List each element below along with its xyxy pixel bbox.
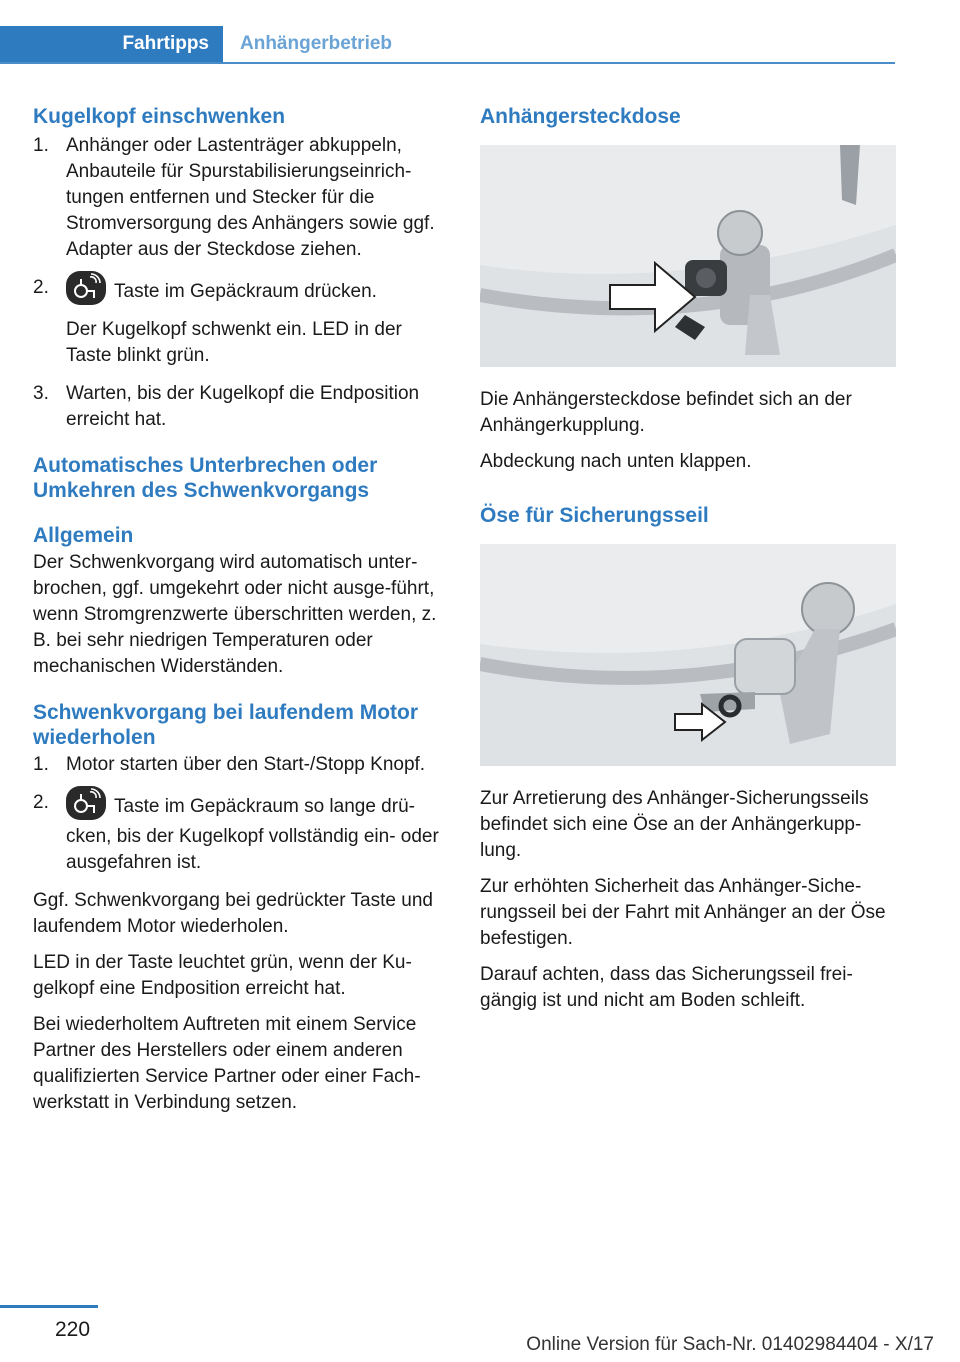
tab-fahrtipps[interactable]: Fahrtipps bbox=[0, 26, 223, 62]
paragraph-oese: Zur erhöhten Sicherheit das Anhänger-Siche-rungsseil bei der Fahrt mit Anhänger an der Öse befestigen. bbox=[480, 876, 886, 949]
list-item bbox=[33, 275, 451, 369]
heading-anhaengersteckdose: Anhängersteckdose bbox=[480, 105, 681, 128]
footer-note: Online Version für Sach-Nr. 01402984404 - X/17 bbox=[526, 1334, 934, 1355]
step-subtext: Der Kugelkopf schwenkt ein. LED in der Taste blinkt grün. bbox=[66, 319, 402, 366]
step-text: Taste im Gepäckraum so lange drü-cken, bis der Kugelkopf vollständig ein- oder ausgefahren ist. bbox=[66, 796, 439, 873]
step-text: Taste im Gepäckraum drücken. bbox=[114, 281, 377, 303]
heading-allgemein: Allgemein bbox=[33, 524, 134, 547]
paragraph-allgemein: Der Schwenkvorgang wird automatisch unter-brochen, ggf. umgekehrt oder nicht ausge-führt, wenn Stromgrenzwerte überschritten werden, z. B. bei sehr niedrigen Temperaturen oder mechanischen Widerständen. bbox=[33, 552, 437, 677]
heading-schwenkvorgang-wiederholen: Schwenkvorgang bei laufendem Motor wiederholen bbox=[33, 701, 419, 749]
list-item bbox=[33, 790, 451, 876]
step-number: 1. bbox=[33, 135, 49, 156]
image-trailer-socket bbox=[480, 145, 896, 367]
step-number: 1. bbox=[33, 754, 49, 775]
page-number: 220 bbox=[55, 1318, 91, 1341]
image-safety-cable-eyelet bbox=[480, 544, 896, 766]
heading-kugelkopf-einschwenken: Kugelkopf einschwenken bbox=[33, 105, 286, 128]
list-item bbox=[33, 133, 451, 263]
list-item bbox=[33, 752, 451, 778]
steps-wiederholen bbox=[33, 752, 451, 876]
step-number: 2. bbox=[33, 792, 49, 813]
right-column bbox=[480, 104, 896, 1024]
tab-anhaengerbetrieb[interactable]: Anhängerbetrieb bbox=[240, 33, 393, 54]
heading-oese-sicherungsseil: Öse für Sicherungsseil bbox=[480, 504, 709, 527]
paragraph: Ggf. Schwenkvorgang bei gedrückter Taste und laufendem Motor wiederholen. bbox=[33, 890, 433, 937]
step-number: 3. bbox=[33, 383, 49, 404]
paragraph-oese: Darauf achten, dass das Sicherungsseil frei-gängig ist und nicht am Boden schleift. bbox=[480, 964, 853, 1011]
trailer-hitch-button-icon bbox=[66, 786, 106, 820]
paragraph-steckdose: Die Anhängersteckdose befindet sich an der Anhängerkupplung. bbox=[480, 389, 852, 436]
step-text: Motor starten über den Start-/Stopp Knopf. bbox=[66, 754, 426, 775]
steps-einschwenken bbox=[33, 133, 451, 433]
trailer-hitch-button-icon bbox=[66, 271, 106, 305]
header-tabs bbox=[0, 26, 895, 64]
paragraph-oese: Zur Arretierung des Anhänger-Sicherungsseils befindet sich eine Öse an der Anhängerkupp-lung. bbox=[480, 788, 869, 861]
list-item bbox=[33, 381, 451, 433]
paragraph: LED in der Taste leuchtet grün, wenn der Ku-gelkopf eine Endposition erreicht hat. bbox=[33, 952, 412, 999]
heading-automatisches-unterbrechen: Automatisches Unterbrechen oder Umkehren des Schwenkvorgangs bbox=[33, 454, 378, 502]
step-number: 2. bbox=[33, 277, 49, 298]
paragraph: Bei wiederholtem Auftreten mit einem Service Partner des Herstellers oder einem anderen qualifizierten Service Partner oder einer Fach-werkstatt in Verbindung setzen. bbox=[33, 1014, 421, 1113]
paragraph-steckdose: Abdeckung nach unten klappen. bbox=[480, 451, 752, 472]
footer-divider bbox=[0, 1305, 98, 1308]
left-column bbox=[33, 104, 451, 1126]
step-text: Warten, bis der Kugelkopf die Endposition erreicht hat. bbox=[66, 383, 420, 430]
step-text: Anhänger oder Lastenträger abkuppeln, Anbauteile für Spurstabilisierungseinrich-tungen entfernen und Stecker für die Stromversorgung des Anhängers sowie ggf. Adapter aus der Steckdose ziehen. bbox=[66, 135, 435, 260]
